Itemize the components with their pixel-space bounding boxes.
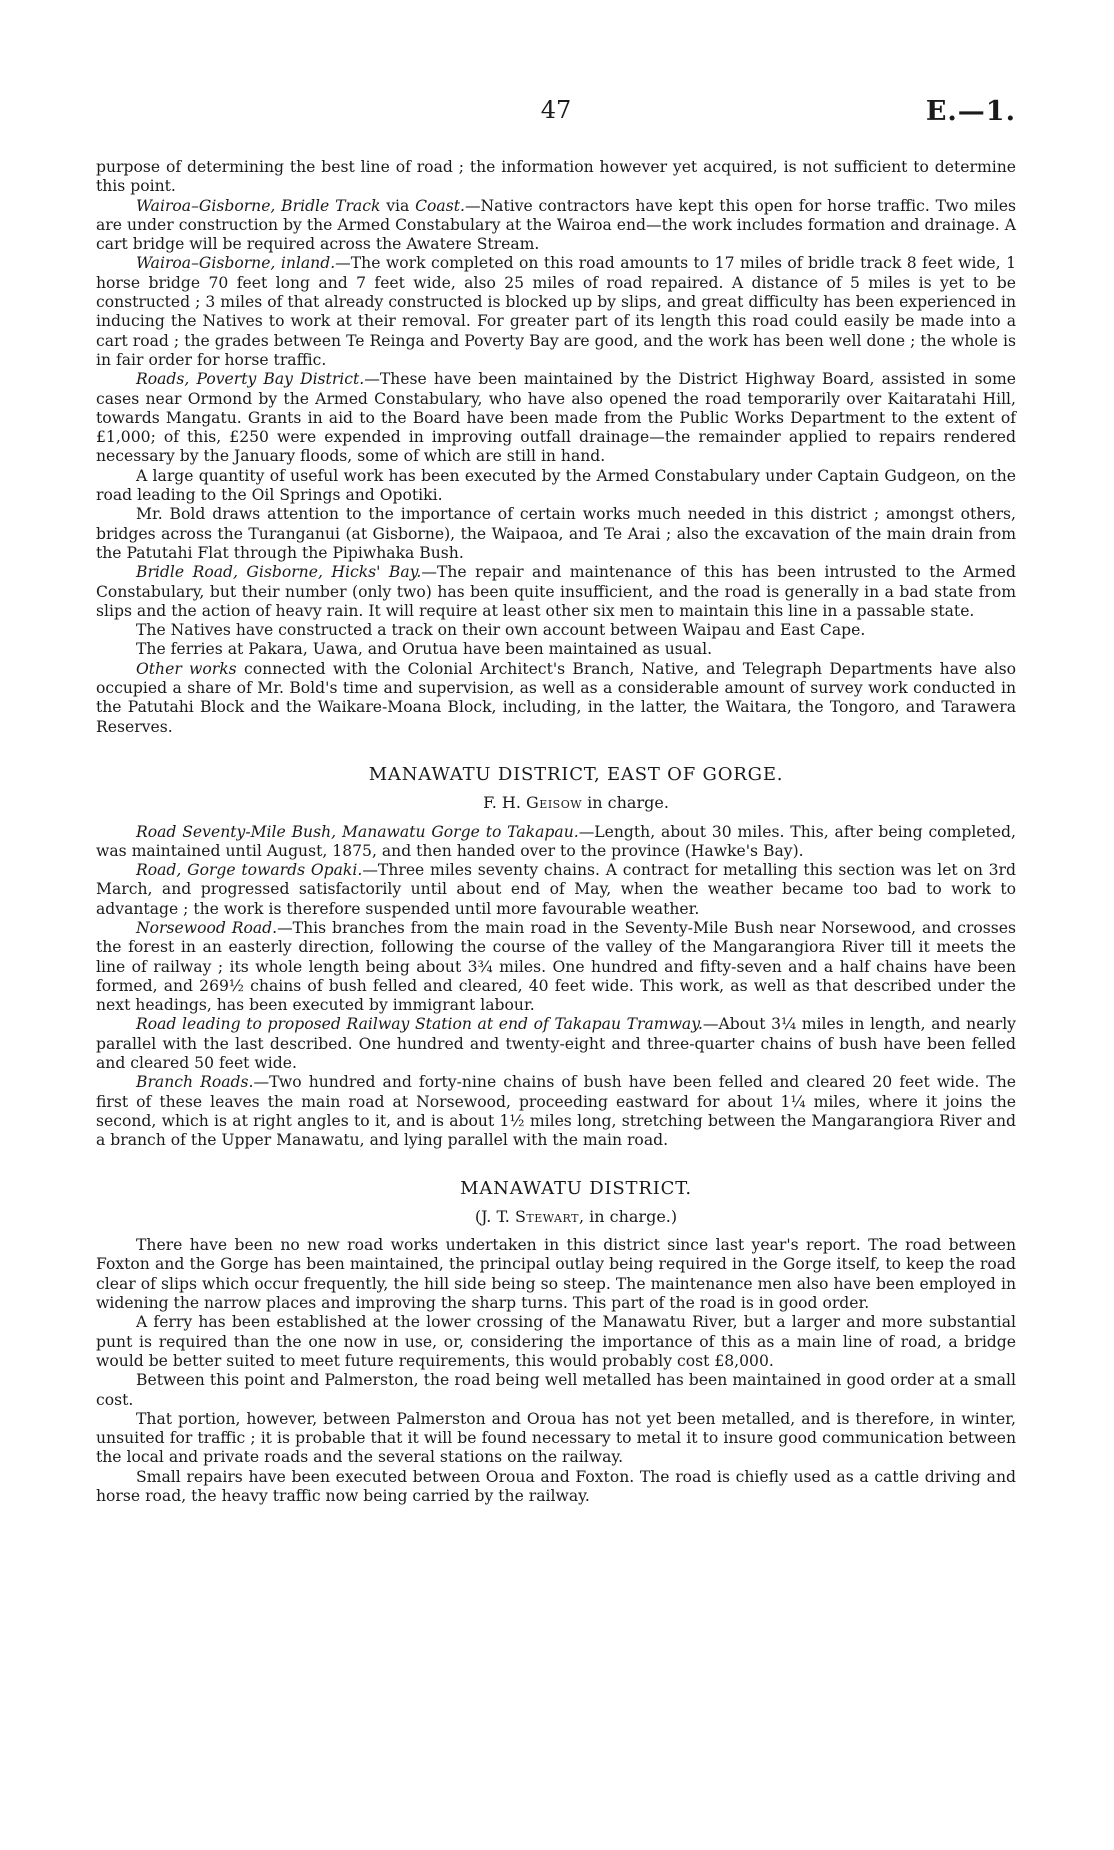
section-subheading — [96, 793, 1016, 812]
paragraph: purpose of determining the best line of road ; the information however yet acquired, is not sufficient to determine this point. — [96, 158, 1016, 196]
section-heading: MANAWATU DISTRICT, EAST OF GORGE. — [368, 763, 784, 785]
road-title: Norsewood Road. — [136, 918, 278, 937]
section-subheading — [96, 1207, 1016, 1226]
officer-name: Geisow — [526, 793, 583, 813]
paragraph: That portion, however, between Palmerston and Oroua has not yet been metalled, and is therefore, in winter, unsuited for traffic ; it is probable that it will be found necessary to metal it to insure good communication between the local and private roads and the several stations on the railway. — [96, 1409, 1016, 1467]
paragraph-text: —Three miles seventy chains. A contract for metalling this section was let on 3rd March, and progressed satisfactorily until about end of May, when the weather became too bad to work to advantage ; the work is therefore suspended until more favourable weather. — [96, 861, 1016, 918]
paragraph: There have been no new road works undertaken in this district since last year's report. The road between Foxton and the Gorge has been maintained, the principal outlay being required in the Gorge itself, to keep the road clear of slips which occur frequently, the hill side being so steep. The maintenance men also have been employed in widening the narrow places and improving the sharp turns. This part of the road is in good order. — [96, 1236, 1016, 1313]
paragraph-text: —Native contractors have kept this open for horse traffic. Two miles are under construction by the Armed Constabulary at the Wairoa end—the work includes formation and drainage. A cart bridge will be required across the Awatere Stream. — [96, 196, 1016, 254]
road-title: Wairoa–Gisborne, inland. — [136, 254, 336, 273]
paragraph-text: connected with the Colonial Architect's Branch, Native, and Telegraph Departments have also occupied a share of Mr. Bold's time and supervision, as well as a considerable amount of survey work conducted in the Patutahi Block and the Waikare-Moana Block, including, in the latter, the Waitara, the Tongoro, and Tarawera Reserves. — [96, 659, 1016, 736]
road-title: Branch Roads. — [136, 1073, 254, 1092]
paragraph — [96, 823, 1016, 862]
road-title: Other works — [136, 659, 237, 678]
road-title: Bridle Road, Gisborne, Hicks' Bay. — [136, 563, 422, 582]
paragraph — [96, 197, 1016, 255]
paragraph-text: —These have been maintained by the District Highway Board, assisted in some cases near Ormond by the Armed Constabulary, who have also opened the road temporarily over Kaitaratahi Hill, towards Mangatu. Grants in aid to the Board have been made from the Public Works Department to the extent of £1,000; of this, £250 were expended in improving outfall drainage—the remainder applied to repairs rendered necessary by the January floods, some of which are still in hand. — [96, 370, 1017, 466]
road-title: Wairoa–Gisborne, Bridle Track — [136, 196, 381, 215]
officer-role: in charge. — [587, 793, 669, 813]
road-title: Coast. — [415, 196, 465, 215]
paragraph-text: —Length, about 30 miles. This, after being completed, was maintained until August, 1875, and then handed over to the province (Hawke's Bay). — [96, 822, 1016, 860]
paragraph-text: —About 3¼ miles in length, and nearly parallel with the last described. One hundred and twenty-eight and three-quarter chains of bush have been felled and cleared 50 feet wide. — [96, 1015, 1016, 1073]
document-reference: E.—1. — [925, 96, 1016, 127]
paragraph-text: —Two hundred and forty-nine chains of bush have been felled and cleared 20 feet wide. The first of these leaves the main road at Norsewood, proceeding eastward for about 1¼ miles, where it joins the second, which is at right angles to it, and is about 1½ miles long, stretching between the Mangarangiora River and a branch of the Upper Manawatu, and lying parallel with the main road. — [96, 1073, 1017, 1150]
page-header — [96, 96, 1016, 132]
paragraph: Small repairs have been executed between Oroua and Foxton. The road is chiefly used as a cattle driving and horse road, the heavy traffic now being carried by the railway. — [96, 1467, 1016, 1505]
paragraph: A ferry has been established at the lower crossing of the Manawatu River, but a larger and more substantial punt is required than the one now in use, or, considering the importance of this as a main line of road, a bridge would be better suited to meet future requirements, this would probably cost £8,000. — [96, 1313, 1016, 1370]
paragraph: The Natives have constructed a track on their own account between Waipau and East Cape. — [136, 621, 866, 640]
section-heading: MANAWATU DISTRICT. — [460, 1177, 692, 1199]
paragraph-text: —This branches from the main road in the Seventy-Mile Bush near Norsewood, and crosses the forest in an easterly direction, following the course of the valley of the Mangarangiora River till it meets the line of railway ; its whole length being about 3¾ miles. One hundred and fifty-seven and a half chains have been formed, and 269½ chains of bush felled and cleared, 40 feet wide. This work, as well as that described under the next headings, has been executed by immigrant labour. — [96, 918, 1017, 1015]
paragraph — [96, 1015, 1016, 1073]
paragraph — [96, 919, 1016, 1015]
paragraph — [96, 370, 1016, 466]
officer-role: , in charge.) — [578, 1206, 678, 1226]
officer-initials: F. H. — [483, 793, 521, 813]
paragraph-text: via — [386, 196, 410, 215]
page-number: 47 — [540, 96, 572, 124]
paragraph-text: —The work completed on this road amounts to 17 miles of bridle track 8 feet wide, 1 horse bridge 70 feet long and 7 feet wide, also 25 miles of road repaired. A distance of 5 miles is yet to be constructed ; 3 miles of that already constructed is blocked up by slips, and great difficulty has been experienced in inducing the Natives to work at their removal. For greater part of its length this road could easily be made into a cart road ; the grades between Te Reinga and Poverty Bay are good, and the work has been well done ; the whole is in fair order for horse traffic. — [96, 254, 1016, 369]
road-title: Road Seventy-Mile Bush, Manawatu Gorge to Takapau. — [136, 822, 579, 841]
paragraph — [96, 1073, 1016, 1150]
road-title: Road, Gorge towards Opaki. — [136, 861, 363, 880]
paragraph: The ferries at Pakara, Uawa, and Orutua have been maintained as usual. — [136, 640, 713, 659]
document-body — [96, 158, 1016, 1506]
paragraph — [96, 861, 1016, 919]
paragraph-text: —The repair and maintenance of this has been intrusted to the Armed Constabulary, but their number (only two) has been quite insufficient, and the road is generally in a bad state from slips and the action of heavy rain. It will require at least other six men to maintain this line in a passable state. — [96, 563, 1016, 620]
road-title: Road leading to proposed Railway Station at end of Takapau Tramway. — [136, 1015, 703, 1034]
paragraph — [96, 254, 1016, 370]
paragraph — [96, 660, 1016, 737]
road-title: Roads, Poverty Bay District. — [136, 370, 365, 389]
paragraph: Between this point and Palmerston, the road being well metalled has been maintained in good order at a small cost. — [96, 1371, 1016, 1409]
officer-initials: (J. T. — [474, 1206, 510, 1226]
paragraph: A large quantity of useful work has been executed by the Armed Constabulary under Captain Gudgeon, on the road leading to the Oil Springs and Opotiki. — [96, 466, 1016, 505]
paragraph — [96, 563, 1016, 621]
paragraph: Mr. Bold draws attention to the importance of certain works much needed in this district ; amongst others, bridges across the Turanganui (at Gisborne), the Waipaoa, and Te Arai ; also the excavation of the main drain from the Patutahi Flat through the Pipiwhaka Bush. — [96, 505, 1016, 562]
officer-name: Stewart — [514, 1206, 579, 1226]
